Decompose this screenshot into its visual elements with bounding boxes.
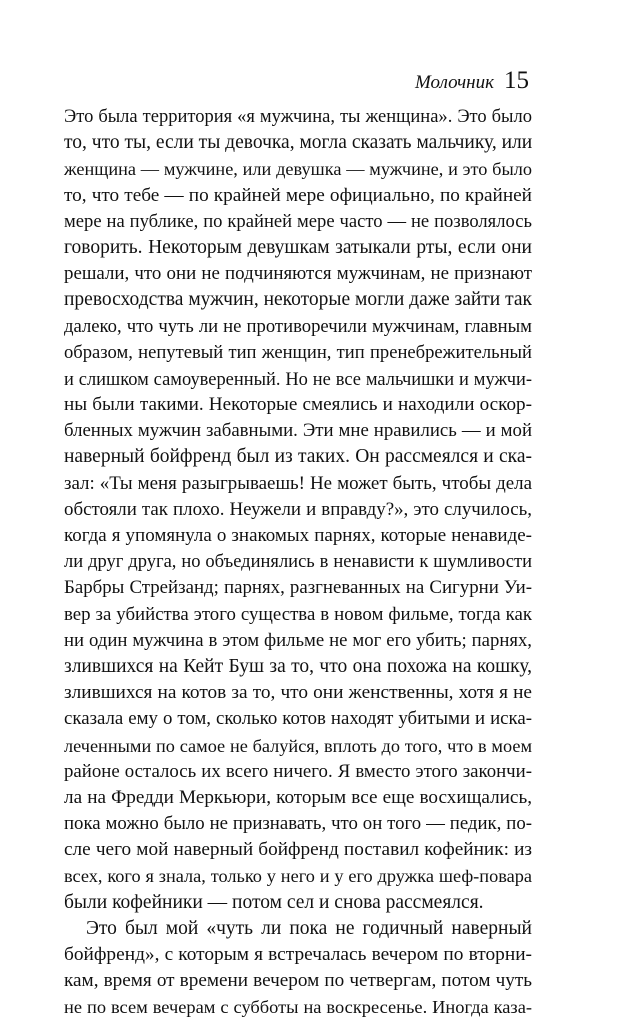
text-line: образом, непутевый тип женщин, тип пренебрежительный <box>64 341 532 363</box>
text-line: когда я упомянула о знакомых парнях, которые ненавиде- <box>64 525 532 546</box>
text-line: леченными по самое не балуйся, вплоть до того, что в моем <box>64 735 532 756</box>
text-line: зал: «Ты меня разыгрываешь! Не может быть, чтобы дела <box>64 472 532 494</box>
text-line: мере на публике, по крайней мере часто — не позволялось <box>64 210 532 232</box>
text-line: кам, время от времени вечером по четвергам, потом чуть <box>64 970 532 992</box>
text-line: не по всем вечерам с субботы на воскресенье. Иногда каза- <box>64 997 532 1018</box>
text-line: Барбры Стрейзанд; парнях, разгневанных на Сигурни Уи- <box>64 577 532 599</box>
text-line: говорить. Некоторым девушкам затыкали рты, если они <box>64 236 532 258</box>
page-number: 15 <box>504 67 529 94</box>
text-line: сказала ему о том, сколько котов находят убитыми и иска- <box>64 708 532 730</box>
text-line: то, что ты, если ты девочка, могла сказать мальчику, или <box>64 132 533 154</box>
text-line: то, что тебе — по крайней мере официально, по крайней <box>64 184 532 206</box>
text-line: и слишком самоуверенный. Но не все мальчишки и мужчи- <box>64 368 532 389</box>
running-head <box>415 68 529 94</box>
text-line: ны были такими. Некоторые смеялись и находили оскор- <box>64 394 532 416</box>
text-line: Это был мой «чуть ли пока не годичный наверный <box>86 917 532 939</box>
text-line: злившихся на Кейт Буш за то, что она похожа на кошку, <box>64 655 532 677</box>
text-line: сле чего мой наверный бойфренд поставил кофейник: из <box>64 839 532 861</box>
text-line: ли друг друга, но объединялись в ненависти к шумливости <box>64 551 532 573</box>
text-line: наверный бойфренд был из таких. Он рассмеялся и ска- <box>64 446 532 468</box>
text-line: решали, что они не подчиняются мужчинам, не признают <box>64 263 532 285</box>
text-line: злившихся на котов за то, что они женственны, хотя я не <box>64 682 532 704</box>
text-line: далеко, что чуть ли не противоречили мужчинам, главным <box>64 315 532 337</box>
text-line: бленных мужчин забавными. Эти мне нравились — и мой <box>64 420 532 442</box>
text-line: Это была территория «я мужчина, ты женщина». Это было <box>64 106 532 127</box>
body-text <box>64 104 532 1021</box>
text-line: бойфренд», с которым я встречалась вечером по вторни- <box>64 944 532 965</box>
running-title: Молочник <box>415 72 494 93</box>
text-line: ла на Фредди Меркьюри, которым все еще восхищались, <box>64 786 532 808</box>
text-line: были кофейники — потом сел и снова рассмеялся. <box>64 891 484 913</box>
text-line: вер за убийства этого существа в новом фильме, тогда как <box>64 603 532 625</box>
text-line: обстояли так плохо. Неужели и вправду?», это случилось, <box>64 498 532 520</box>
text-line: женщина — мужчине, или девушка — мужчине, и это было <box>64 159 532 180</box>
text-line: ни один мужчина в этом фильме не мог его убить; парнях, <box>64 629 532 651</box>
text-line: пока можно было не признавать, что он того — педик, по- <box>64 813 532 835</box>
text-line: всех, кого я знала, только у него и у его дружка шеф-повара <box>64 866 532 887</box>
text-line: районе осталось их всего ничего. Я вместо этого закончи- <box>64 760 532 782</box>
text-line: превосходства мужчин, некоторые могли даже зайти так <box>64 289 533 311</box>
